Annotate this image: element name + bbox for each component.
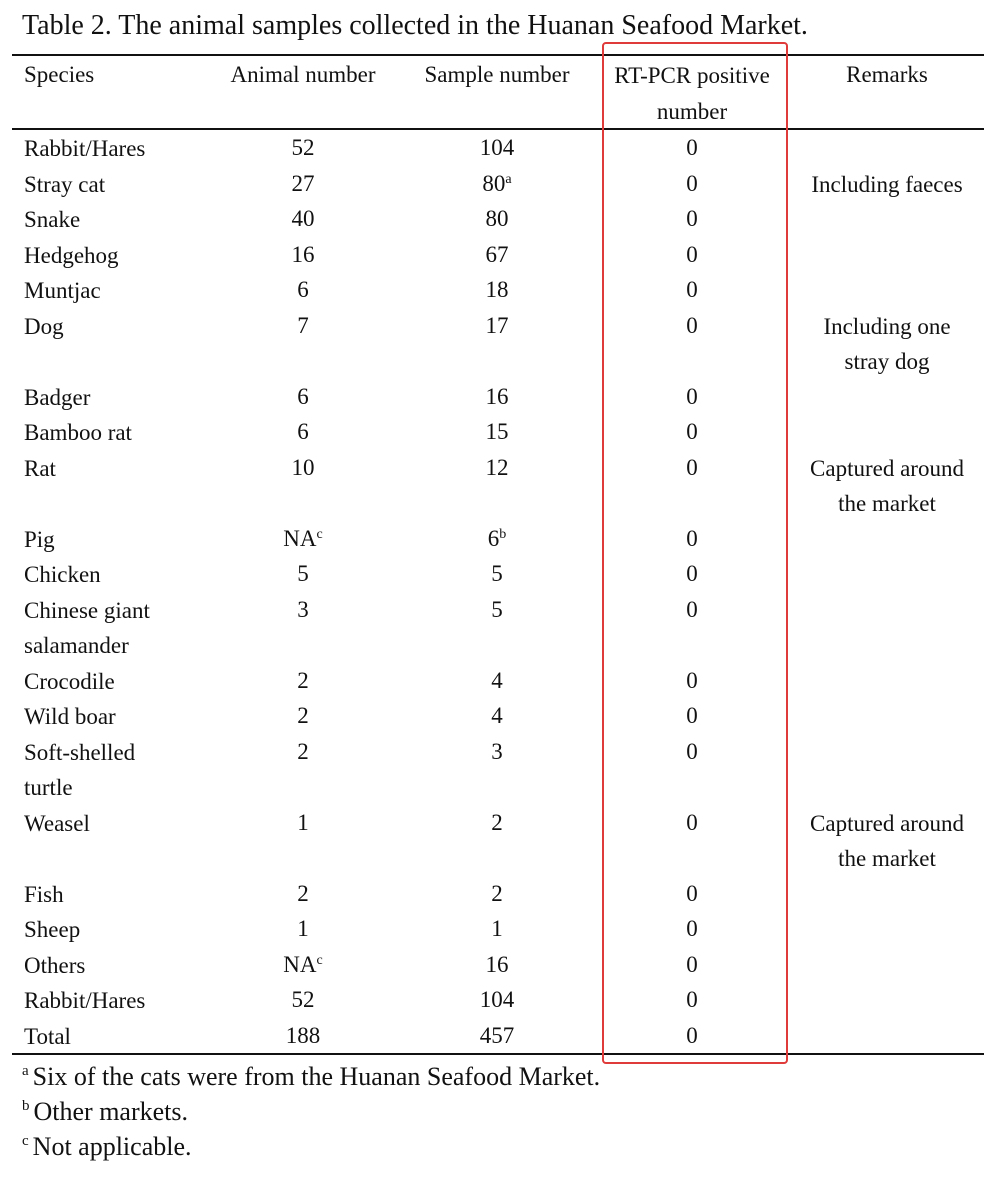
cell-species	[24, 593, 150, 664]
cell-species-line: Stray cat	[24, 171, 106, 197]
cell-animal-number-value: 2	[297, 880, 309, 906]
cell-remarks	[790, 309, 984, 380]
cell-sample-number-value: 18	[485, 277, 509, 302]
cell-animal-number	[200, 699, 406, 733]
cell-species	[24, 238, 119, 274]
header-rt-pcr-line2: number	[656, 99, 728, 124]
cell-animal-number	[200, 912, 406, 946]
cell-species-line: Muntjac	[24, 278, 101, 303]
cell-animal-number	[200, 522, 406, 556]
cell-species	[24, 912, 80, 948]
header-species: Species	[24, 62, 95, 87]
cell-sample-number	[396, 948, 598, 982]
cell-rt-pcr-positive: 0	[686, 312, 698, 338]
cell-animal-number	[200, 131, 406, 165]
footnote-c	[22, 1130, 192, 1164]
cell-remarks-line: Captured around	[810, 455, 964, 481]
footnote-text: Other markets.	[33, 1097, 189, 1126]
cell-animal-number	[200, 380, 406, 414]
cell-species	[24, 1019, 71, 1055]
cell-animal-number	[200, 664, 406, 698]
cell-animal-number-value: 188	[285, 1022, 321, 1048]
cell-animal-number	[200, 593, 406, 627]
cell-sample-number-value: 80	[482, 170, 506, 196]
cell-animal-number	[200, 735, 406, 769]
cell-rt-pcr-positive: 0	[686, 738, 698, 764]
cell-animal-number	[200, 309, 406, 343]
cell-species-line: Soft-shelled	[24, 739, 136, 765]
cell-remarks-line: the market	[838, 846, 936, 871]
cell-species	[24, 699, 116, 735]
cell-sample-number-value: 3	[491, 738, 503, 764]
cell-rt-pcr-positive: 0	[686, 1022, 698, 1048]
cell-remarks	[790, 167, 984, 203]
cell-animal-number	[200, 948, 406, 982]
footnote-a	[22, 1060, 600, 1094]
cell-rt-pcr-positive: 0	[686, 206, 698, 231]
cell-sample-number	[396, 522, 598, 556]
footnote-text: Not applicable.	[32, 1132, 192, 1161]
cell-species-line: Bamboo rat	[24, 420, 132, 445]
cell-sample-number-value: 15	[485, 419, 509, 444]
cell-animal-number	[200, 167, 406, 201]
cell-species	[24, 877, 64, 913]
rt-pcr-column-highlight	[602, 42, 788, 1064]
cell-animal-number-value: 16	[291, 241, 315, 267]
cell-sample-number	[396, 593, 598, 627]
cell-species	[24, 415, 132, 451]
cell-animal-number-value: 2	[297, 703, 309, 728]
cell-sample-number	[396, 806, 598, 840]
cell-species-line: salamander	[24, 633, 129, 658]
cell-species-line: Fish	[24, 881, 64, 907]
cell-sample-number-value: 16	[485, 951, 509, 977]
cell-animal-number-value: 1	[297, 916, 309, 941]
cell-animal-number-value: NA	[283, 951, 317, 977]
cell-remarks-line: the market	[838, 491, 936, 516]
footnote-marker: b	[499, 526, 507, 542]
cell-species	[24, 273, 101, 309]
footnote-marker: a	[505, 171, 512, 187]
cell-animal-number-value: 1	[297, 809, 309, 835]
cell-sample-number	[396, 557, 598, 591]
cell-animal-number-value: 10	[291, 454, 315, 480]
cell-species	[24, 948, 85, 984]
cell-rt-pcr-positive: 0	[686, 277, 698, 302]
cell-sample-number-value: 1	[491, 916, 503, 941]
footnote-text: Six of the cats were from the Huanan Seafood Market.	[32, 1062, 601, 1091]
cell-rt-pcr-positive: 0	[686, 596, 698, 622]
cell-rt-pcr-positive: 0	[686, 951, 698, 977]
cell-species	[24, 806, 90, 842]
cell-sample-number-value: 2	[491, 880, 503, 906]
cell-sample-number-value: 457	[479, 1022, 515, 1048]
cell-sample-number-value: 67	[485, 241, 509, 267]
cell-rt-pcr-positive: 0	[686, 916, 698, 941]
cell-sample-number	[396, 451, 598, 485]
cell-remarks-line: Including faeces	[811, 171, 963, 197]
cell-species	[24, 380, 90, 416]
cell-species-line: Wild boar	[24, 704, 116, 729]
cell-species-line: Sheep	[24, 917, 81, 942]
cell-species-line: Dog	[24, 313, 64, 339]
cell-sample-number	[396, 877, 598, 911]
cell-species-line: Hedgehog	[24, 242, 119, 268]
cell-species	[24, 167, 105, 203]
cell-rt-pcr-positive: 0	[686, 525, 698, 551]
cell-animal-number	[200, 415, 406, 449]
cell-rt-pcr-positive: 0	[686, 703, 698, 728]
footnote-marker: c	[316, 952, 323, 968]
cell-species-line: turtle	[24, 775, 73, 800]
cell-species	[24, 557, 101, 593]
cell-sample-number	[396, 699, 598, 733]
cell-species	[24, 202, 80, 238]
cell-remarks	[790, 451, 984, 522]
bottom-rule	[12, 1053, 984, 1055]
cell-species-line: Chicken	[24, 562, 101, 587]
cell-animal-number-value: 2	[297, 667, 309, 693]
cell-species-line: Rat	[24, 455, 56, 481]
table-caption: Table 2. The animal samples collected in the Huanan Seafood Market.	[22, 10, 808, 41]
header-sample-number: Sample number	[424, 62, 570, 87]
cell-animal-number	[200, 877, 406, 911]
cell-animal-number-value: 6	[297, 383, 309, 409]
cell-animal-number-value: 6	[297, 419, 309, 444]
cell-sample-number	[396, 735, 598, 769]
cell-animal-number-value: 3	[297, 596, 309, 622]
cell-animal-number	[200, 238, 406, 272]
footnote-b	[22, 1095, 188, 1129]
cell-rt-pcr-positive: 0	[686, 383, 698, 409]
footnote-marker: c	[316, 526, 323, 542]
cell-sample-number	[396, 664, 598, 698]
cell-sample-number	[396, 273, 598, 307]
cell-animal-number-value: 7	[297, 312, 309, 338]
cell-sample-number	[396, 912, 598, 946]
cell-remarks-line: stray dog	[844, 349, 930, 374]
cell-species-line: Chinese giant	[24, 597, 150, 623]
cell-animal-number-value: 52	[291, 135, 315, 160]
cell-species	[24, 664, 115, 700]
cell-rt-pcr-positive: 0	[686, 135, 698, 160]
cell-animal-number	[200, 273, 406, 307]
cell-sample-number	[396, 380, 598, 414]
cell-sample-number	[396, 415, 598, 449]
cell-sample-number	[396, 131, 598, 165]
cell-animal-number-value: 27	[291, 170, 315, 196]
footnote-mark: c	[22, 1133, 29, 1149]
cell-species-line: Snake	[24, 207, 81, 232]
cell-species-line: Badger	[24, 384, 91, 410]
cell-rt-pcr-positive: 0	[686, 419, 698, 444]
cell-animal-number	[200, 202, 406, 236]
cell-species	[24, 131, 145, 167]
footnote-mark: b	[22, 1098, 30, 1114]
cell-sample-number-value: 17	[485, 312, 509, 338]
cell-sample-number-value: 16	[485, 383, 509, 409]
cell-sample-number	[396, 167, 598, 201]
cell-animal-number-value: 6	[297, 277, 309, 302]
cell-species	[24, 983, 145, 1019]
cell-species-line: Weasel	[24, 810, 90, 836]
cell-sample-number-value: 5	[491, 596, 503, 622]
cell-rt-pcr-positive: 0	[686, 987, 698, 1012]
cell-sample-number-value: 4	[491, 667, 503, 693]
cell-animal-number	[200, 557, 406, 591]
cell-species-line: Others	[24, 952, 86, 978]
header-rt-pcr-line1: RT-PCR positive	[614, 63, 770, 88]
cell-animal-number-value: 2	[297, 738, 309, 764]
cell-species-line: Pig	[24, 526, 55, 552]
cell-remarks-line: Including one	[823, 313, 951, 339]
cell-animal-number	[200, 451, 406, 485]
cell-animal-number-value: 5	[297, 561, 309, 586]
cell-animal-number-value: 40	[291, 206, 315, 231]
cell-species	[24, 309, 64, 345]
cell-remarks-line: Captured around	[810, 810, 964, 836]
cell-sample-number-value: 80	[485, 206, 509, 231]
cell-sample-number-value: 6	[487, 525, 500, 551]
cell-sample-number	[396, 1019, 598, 1053]
cell-rt-pcr-positive: 0	[686, 454, 698, 480]
cell-animal-number	[200, 983, 406, 1017]
cell-rt-pcr-positive: 0	[686, 809, 698, 835]
cell-species	[24, 735, 135, 806]
cell-sample-number-value: 12	[485, 454, 509, 480]
cell-sample-number	[396, 238, 598, 272]
cell-remarks	[790, 806, 984, 877]
cell-species	[24, 451, 56, 487]
cell-sample-number	[396, 202, 598, 236]
cell-species	[24, 522, 55, 558]
top-rule	[12, 54, 984, 56]
cell-rt-pcr-positive: 0	[686, 561, 698, 586]
cell-sample-number-value: 104	[479, 987, 515, 1012]
cell-rt-pcr-positive: 0	[686, 241, 698, 267]
cell-sample-number	[396, 983, 598, 1017]
cell-sample-number-value: 2	[491, 809, 503, 835]
cell-rt-pcr-positive: 0	[686, 667, 698, 693]
cell-animal-number	[200, 1019, 406, 1053]
cell-animal-number-value: 52	[291, 987, 315, 1012]
cell-species-line: Rabbit/Hares	[24, 136, 146, 161]
cell-sample-number-value: 5	[491, 561, 503, 586]
cell-species-line: Total	[24, 1023, 71, 1049]
cell-rt-pcr-positive: 0	[686, 880, 698, 906]
cell-sample-number-value: 4	[491, 703, 503, 728]
header-remarks: Remarks	[846, 62, 928, 87]
cell-species-line: Crocodile	[24, 668, 115, 694]
footnote-mark: a	[22, 1063, 29, 1079]
cell-animal-number-value: NA	[283, 525, 317, 551]
cell-rt-pcr-positive: 0	[686, 170, 698, 196]
cell-animal-number	[200, 806, 406, 840]
cell-sample-number-value: 104	[479, 135, 515, 160]
cell-species-line: Rabbit/Hares	[24, 988, 146, 1013]
cell-sample-number	[396, 309, 598, 343]
header-rule	[12, 128, 984, 130]
header-animal-number: Animal number	[230, 62, 376, 87]
